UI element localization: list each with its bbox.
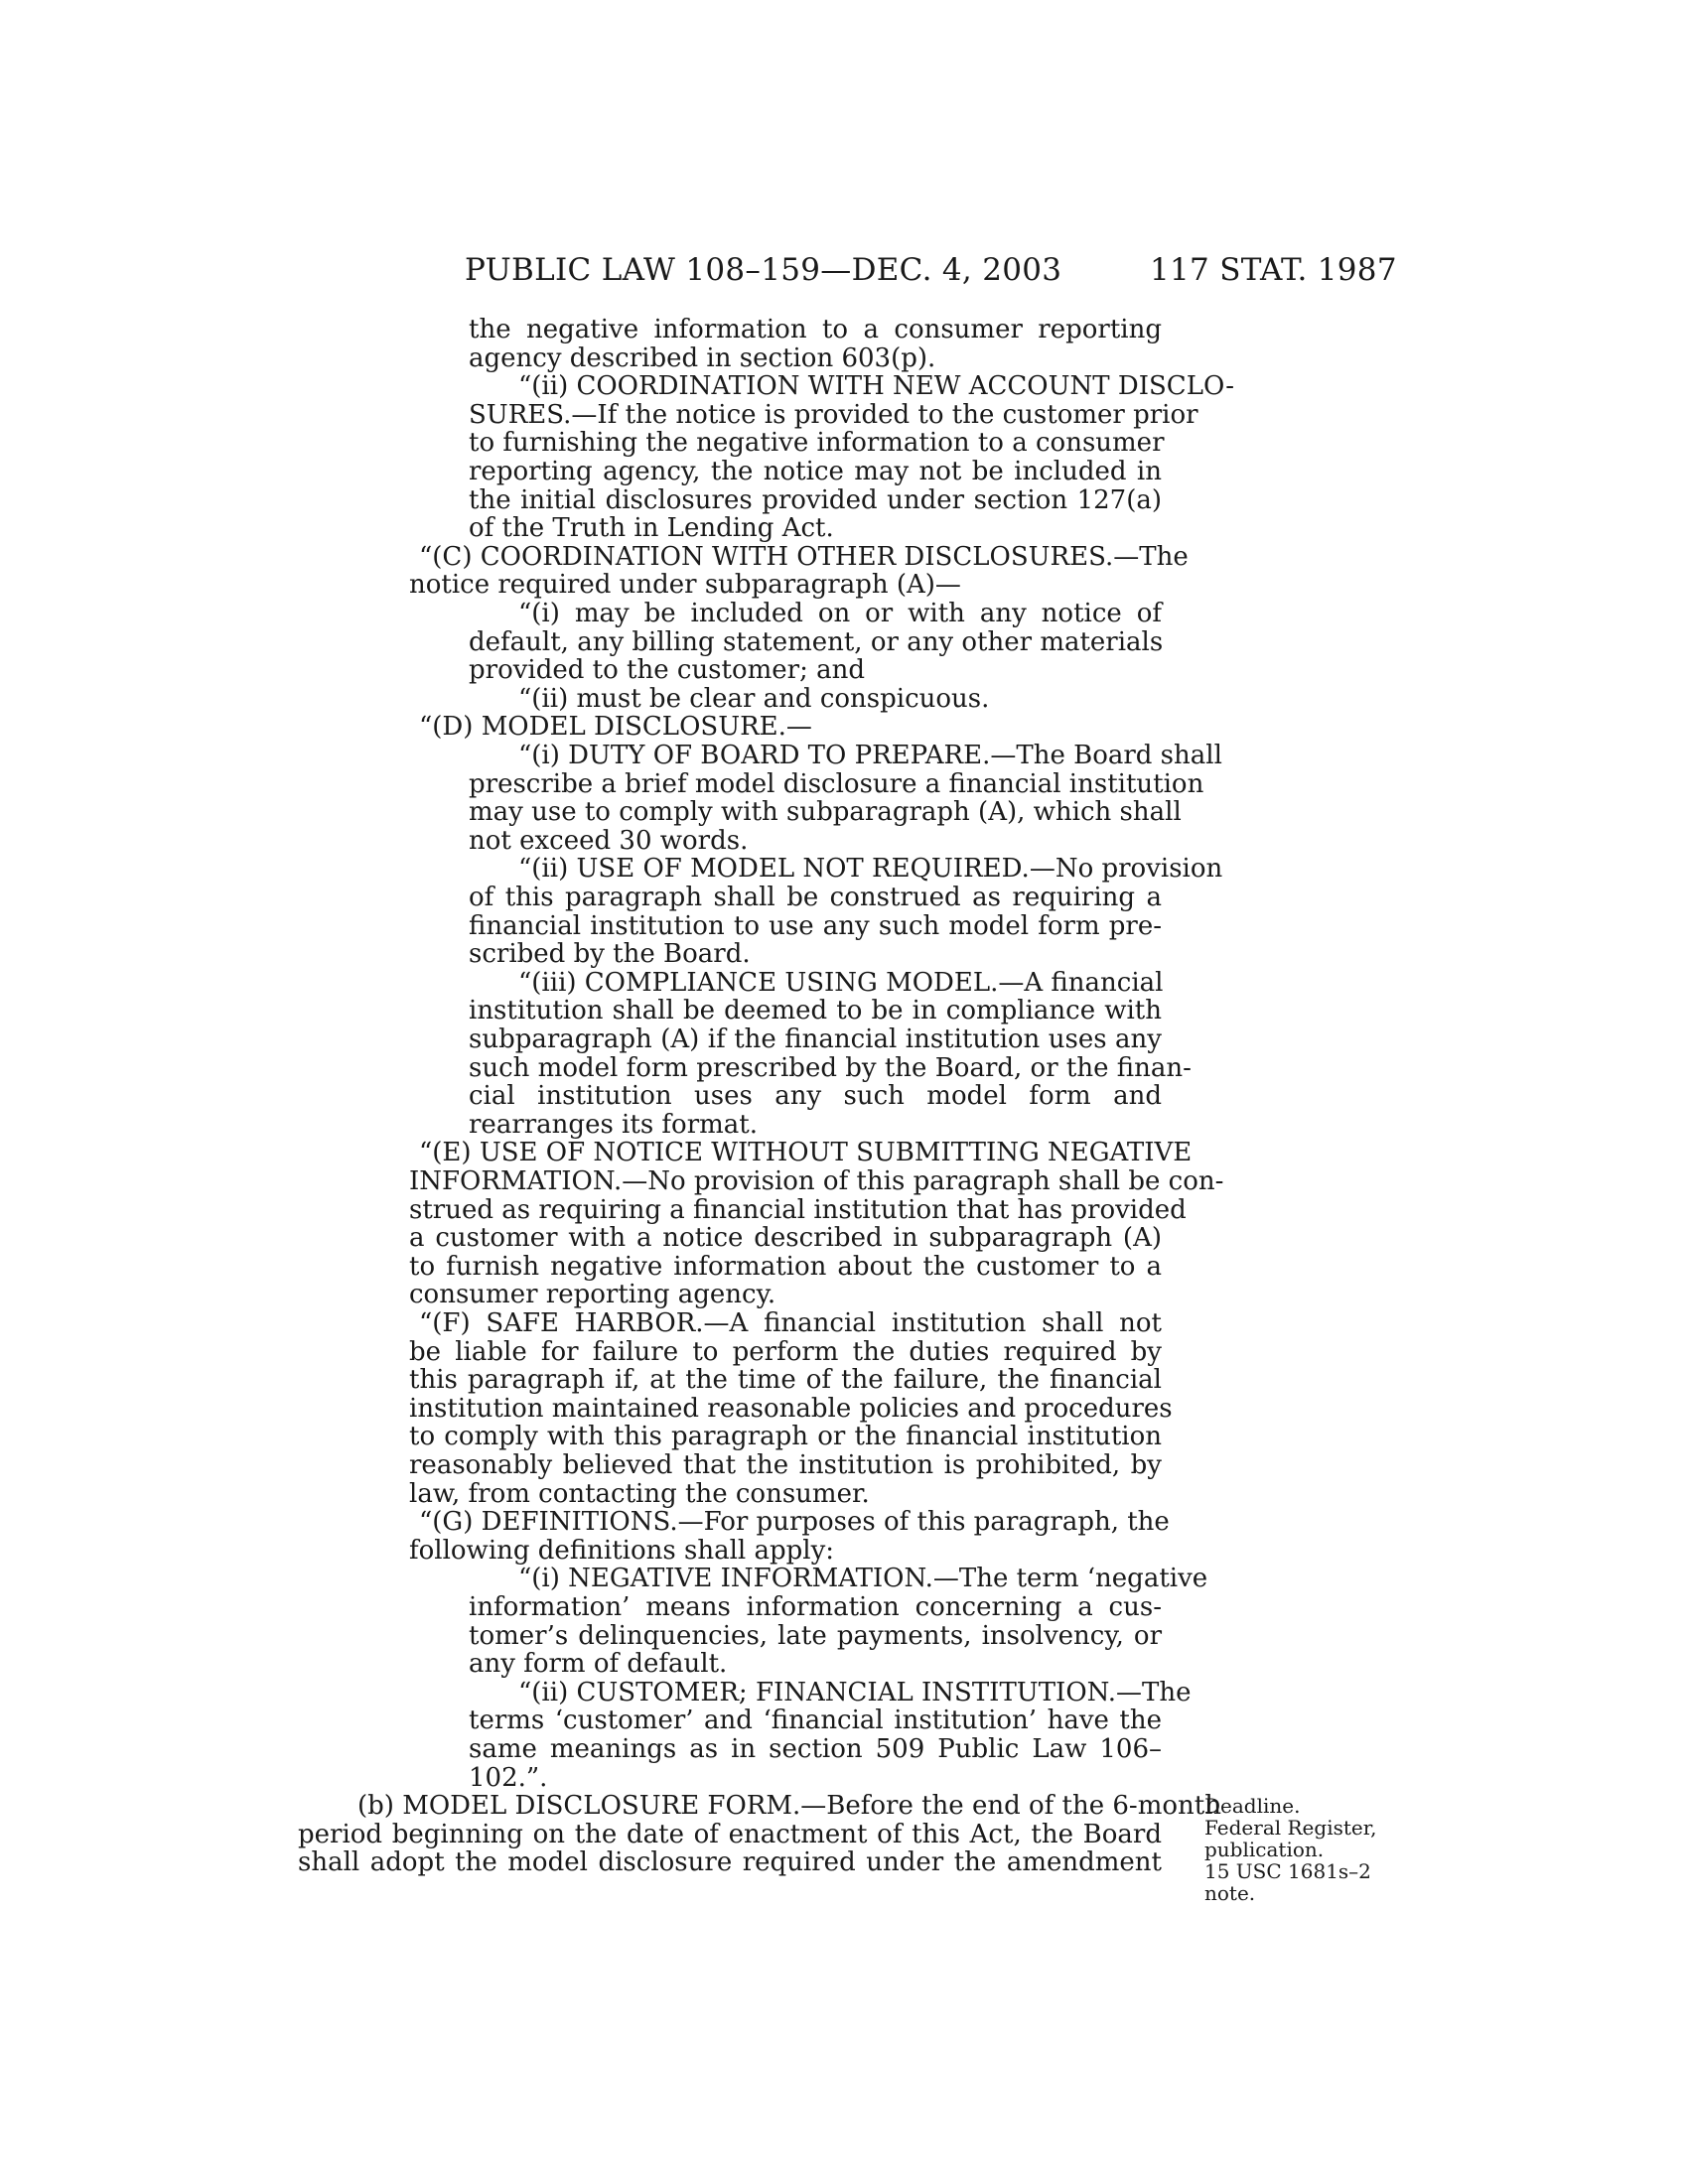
text-line: shall adopt the model disclosure required under the amendment <box>298 1847 1162 1878</box>
text-line: of the Truth in Lending Act. <box>469 513 834 544</box>
text-line: period beginning on the date of enactment of this Act, the Board <box>298 1819 1162 1849</box>
text-line: to comply with this paragraph or the financial institution <box>409 1422 1162 1452</box>
text-line: “(F) SAFE HARBOR.—A financial institution shall not <box>419 1308 1162 1338</box>
text-line: financial institution to use any such model form pre- <box>469 910 1162 941</box>
text-line: “(iii) COMPLIANCE USING MODEL.—A financial <box>518 967 1164 998</box>
text-line: such model form prescribed by the Board, or the finan- <box>469 1052 1192 1083</box>
text-line: not exceed 30 words. <box>469 825 749 856</box>
text-line: the negative information to a consumer reporting <box>469 315 1162 344</box>
text-line: be liable for failure to perform the duties required by <box>409 1336 1162 1367</box>
text-line: institution shall be deemed to be in compliance with <box>469 996 1162 1026</box>
text-line: scribed by the Board. <box>469 939 751 970</box>
text-line: agency described in section 603(p). <box>469 342 936 373</box>
text-line: prescribe a brief model disclosure a financial institution <box>469 768 1204 799</box>
text-line: “(C) COORDINATION WITH OTHER DISCLOSURES.—The <box>419 541 1189 572</box>
margin-note-line: publication. <box>1204 1838 1325 1861</box>
text-line: any form of default. <box>469 1649 728 1680</box>
text-line: INFORMATION.—No provision of this paragraph shall be con- <box>409 1166 1224 1196</box>
running-header-right: 117 STAT. 1987 <box>1150 252 1397 288</box>
margin-note-line: note. <box>1204 1881 1256 1905</box>
text-line: to furnish negative information about the customer to a <box>409 1251 1162 1282</box>
text-line: same meanings as in section 509 Public Law 106– <box>469 1734 1162 1764</box>
text-line: (b) MODEL DISCLOSURE FORM.—Before the end of the 6-month <box>357 1791 1221 1822</box>
text-line: following definitions shall apply: <box>409 1535 835 1566</box>
text-line: institution maintained reasonable policies and procedures <box>409 1393 1173 1424</box>
text-line: consumer reporting agency. <box>409 1280 776 1310</box>
text-line: provided to the customer; and <box>469 655 866 686</box>
text-line: strued as requiring a financial institution that has provided <box>409 1194 1187 1225</box>
text-line: 102.”. <box>469 1762 548 1793</box>
text-line: rearranges its format. <box>469 1109 759 1140</box>
text-line: “(i) may be included on or with any notice of <box>518 599 1162 628</box>
margin-note-line: Federal Register, <box>1204 1816 1377 1840</box>
text-line: this paragraph if, at the time of the failure, the financial <box>409 1365 1162 1396</box>
text-line: reasonably believed that the institution is prohibited, by <box>409 1450 1162 1480</box>
text-line: terms ‘customer’ and ‘financial institution’ have the <box>469 1706 1162 1736</box>
text-line: law, from contacting the consumer. <box>409 1478 870 1509</box>
margin-note-line: 15 USC 1681s–2 <box>1204 1859 1371 1883</box>
text-line: “(ii) COORDINATION WITH NEW ACCOUNT DISCLO- <box>518 371 1235 402</box>
text-line: “(D) MODEL DISCLOSURE.— <box>419 712 812 743</box>
margin-note-line: Deadline. <box>1204 1794 1301 1818</box>
text-line: cial institution uses any such model form and <box>469 1081 1162 1112</box>
text-line: “(ii) CUSTOMER; FINANCIAL INSTITUTION.—The <box>518 1677 1192 1707</box>
text-line: “(ii) must be clear and conspicuous. <box>518 683 990 714</box>
text-line: tomer’s delinquencies, late payments, insolvency, or <box>469 1620 1162 1651</box>
text-line: may use to comply with subparagraph (A), which shall <box>469 797 1182 828</box>
text-line: subparagraph (A) if the financial institution uses any <box>469 1024 1162 1054</box>
text-line: “(i) DUTY OF BOARD TO PREPARE.—The Board shall <box>518 741 1222 770</box>
text-line: “(i) NEGATIVE INFORMATION.—The term ‘negative <box>518 1564 1208 1594</box>
text-line: SURES.—If the notice is provided to the customer prior <box>469 399 1198 430</box>
text-line: of this paragraph shall be construed as requiring a <box>469 883 1162 912</box>
text-line: “(ii) USE OF MODEL NOT REQUIRED.—No provision <box>518 854 1223 885</box>
margin-notes <box>1204 1795 1393 1904</box>
running-header-left: PUBLIC LAW 108–159—DEC. 4, 2003 <box>465 252 1062 288</box>
text-line: “(G) DEFINITIONS.—For purposes of this paragraph, the <box>419 1507 1170 1538</box>
text-line: default, any billing statement, or any other materials <box>469 626 1164 657</box>
text-line: reporting agency, the notice may not be included in <box>469 457 1162 486</box>
text-line: information’ means information concerning a cus- <box>469 1592 1162 1622</box>
text-line: “(E) USE OF NOTICE WITHOUT SUBMITTING NEGATIVE <box>419 1138 1193 1168</box>
text-line: the initial disclosures provided under section 127(a) <box>469 484 1162 515</box>
text-line: a customer with a notice described in subparagraph (A) <box>409 1223 1162 1254</box>
text-line: to furnishing the negative information to a consumer <box>469 428 1165 459</box>
text-line: notice required under subparagraph (A)— <box>409 570 961 601</box>
